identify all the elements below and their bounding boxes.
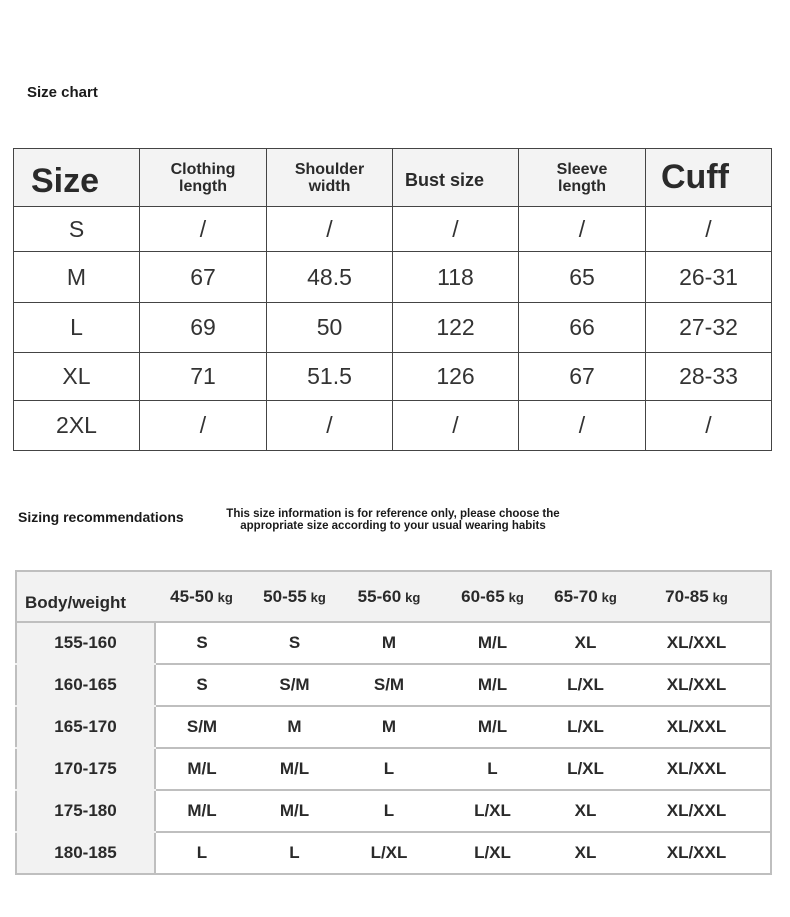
height-label: 180-185 [16, 832, 155, 874]
shoulder-width-cell: 50 [267, 303, 393, 353]
height-row [16, 748, 771, 790]
clothing-length-cell: 71 [140, 353, 267, 401]
size-recommendation-cell: XL/XXL [666, 843, 727, 862]
size-recommendation-cell: XL [548, 622, 623, 664]
weight-unit: kg [310, 589, 326, 605]
size-recommendation-cell: S/M [341, 664, 437, 706]
weight-range: 65-70 [554, 586, 598, 606]
size-recommendation-cell: L/XL [437, 790, 548, 832]
size-recommendation-cell: M [341, 706, 437, 748]
sizing-note-line1: This size information is for reference only, please choose the [226, 508, 560, 520]
size-recommendation-cell: S [248, 622, 341, 664]
header-cuff: Cuff [646, 149, 772, 207]
sleeve-length-cell: / [519, 207, 646, 252]
size-row-xl [14, 353, 772, 401]
size-recommendation-cell: XL/XXL [623, 622, 771, 664]
header-sleeve-length-line2: length [558, 177, 606, 195]
shoulder-width-cell: 48.5 [267, 252, 393, 303]
clothing-length-cell: / [140, 207, 267, 252]
shoulder-width-cell: / [267, 207, 393, 252]
size-recommendation-cell: L [196, 843, 208, 862]
weight-unit: kg [508, 589, 524, 605]
size-recommendation-cell: L/XL [370, 843, 408, 862]
size-recommendation-cell: XL/XXL [623, 706, 771, 748]
size-recommendation-cell: L [437, 748, 548, 790]
size-recommendation-cell: L [289, 843, 300, 862]
weight-range: 50-55 [263, 586, 307, 606]
bust-size-cell: 118 [393, 252, 519, 303]
weight-header [248, 571, 341, 622]
height-row [16, 622, 771, 664]
cuff-cell: 26-31 [646, 252, 772, 303]
size-chart-title: Size chart [27, 84, 98, 101]
size-row-l [14, 303, 772, 353]
size-recommendation-cell: L/XL [548, 706, 623, 748]
size-recommendation-cell: L/XL [548, 664, 623, 706]
size-recommendation-cell: S/M [248, 664, 341, 706]
size-recommendation-cell: M/L [155, 748, 248, 790]
weight-range: 60-65 [461, 586, 505, 606]
body-weight-label: Body/weight [16, 571, 155, 622]
height-label: 165-170 [16, 706, 155, 748]
size-recommendation-cell: XL [574, 843, 597, 862]
size-recommendation-cell: M [341, 622, 437, 664]
clothing-length-cell: / [140, 401, 267, 451]
bust-size-cell: 126 [393, 353, 519, 401]
weight-header [437, 571, 548, 622]
bust-size-cell: 122 [393, 303, 519, 353]
header-bust-size: Bust size [393, 149, 519, 207]
size-cell: 2XL [14, 401, 140, 451]
height-label: 155-160 [16, 622, 155, 664]
size-recommendation-cell: XL [548, 790, 623, 832]
weight-header [623, 571, 771, 622]
weight-header [548, 571, 623, 622]
size-recommendation-cell: M/L [248, 748, 341, 790]
sleeve-length-cell: 66 [519, 303, 646, 353]
header-shoulder-width-line1: Shoulder [294, 160, 365, 178]
clothing-length-cell: 69 [140, 303, 267, 353]
size-cell: M [14, 252, 140, 303]
header-clothing-length [140, 149, 267, 207]
cuff-cell: / [646, 401, 772, 451]
size-recommendation-cell: L/XL [548, 748, 623, 790]
cuff-cell: / [646, 207, 772, 252]
size-cell: L [14, 303, 140, 353]
weight-header [155, 571, 248, 622]
bust-size-cell: / [393, 207, 519, 252]
size-recommendation-cell: L [341, 748, 437, 790]
height-label: 175-180 [16, 790, 155, 832]
weight-unit: kg [712, 589, 728, 605]
cuff-cell: 27-32 [646, 303, 772, 353]
header-clothing-length-line2: length [179, 177, 227, 195]
size-recommendation-cell: S [155, 622, 248, 664]
size-recommendation-cell: M/L [437, 622, 548, 664]
height-row [16, 664, 771, 706]
weight-range: 45-50 [170, 586, 214, 606]
size-recommendation-cell: L/XL [474, 843, 511, 862]
sizing-recommendations-title: Sizing recommendations [18, 509, 184, 525]
size-row-m [14, 252, 772, 303]
height-row [16, 790, 771, 832]
weight-unit: kg [601, 589, 617, 605]
sizing-recommendations-table [15, 570, 772, 875]
bust-size-cell: / [393, 401, 519, 451]
size-cell: S [14, 207, 140, 252]
shoulder-width-cell: 51.5 [267, 353, 393, 401]
weight-unit: kg [405, 589, 421, 605]
header-shoulder-width [267, 149, 393, 207]
sizing-note-line2: appropriate size according to your usual wearing habits [240, 520, 546, 532]
header-sleeve-length-line1: Sleeve [556, 160, 608, 178]
height-row [16, 706, 771, 748]
header-clothing-length-line1: Clothing [170, 160, 236, 178]
weight-header [341, 571, 437, 622]
size-recommendation-cell: M/L [248, 790, 341, 832]
shoulder-width-cell: / [267, 401, 393, 451]
size-chart-table [13, 148, 772, 451]
height-label: 160-165 [16, 664, 155, 706]
size-recommendation-cell: M/L [155, 790, 248, 832]
header-sleeve-length [519, 149, 646, 207]
cuff-cell: 28-33 [646, 353, 772, 401]
size-recommendation-cell: M/L [437, 706, 548, 748]
size-recommendation-cell: XL/XXL [623, 748, 771, 790]
sleeve-length-cell: 65 [519, 252, 646, 303]
height-label: 170-175 [16, 748, 155, 790]
size-recommendation-cell: XL/XXL [623, 790, 771, 832]
header-size: Size [14, 149, 140, 207]
size-row-2xl [14, 401, 772, 451]
weight-range: 55-60 [357, 586, 402, 606]
sizing-note [210, 508, 576, 532]
size-chart-header-row [14, 149, 772, 207]
size-cell: XL [14, 353, 140, 401]
size-recommendation-cell: S/M [155, 706, 248, 748]
size-recommendation-cell: XL/XXL [623, 664, 771, 706]
height-row [16, 832, 771, 874]
clothing-length-cell: 67 [140, 252, 267, 303]
sleeve-length-cell: 67 [519, 353, 646, 401]
header-shoulder-width-line2: width [308, 177, 351, 195]
size-recommendation-cell: M [248, 706, 341, 748]
weight-header-row [16, 571, 771, 622]
size-recommendation-cell: S [155, 664, 248, 706]
sleeve-length-cell: / [519, 401, 646, 451]
weight-range: 70-85 [665, 586, 709, 606]
size-row-s [14, 207, 772, 252]
size-recommendation-cell: L [341, 790, 437, 832]
size-recommendation-cell: M/L [437, 664, 548, 706]
weight-unit: kg [217, 589, 233, 605]
